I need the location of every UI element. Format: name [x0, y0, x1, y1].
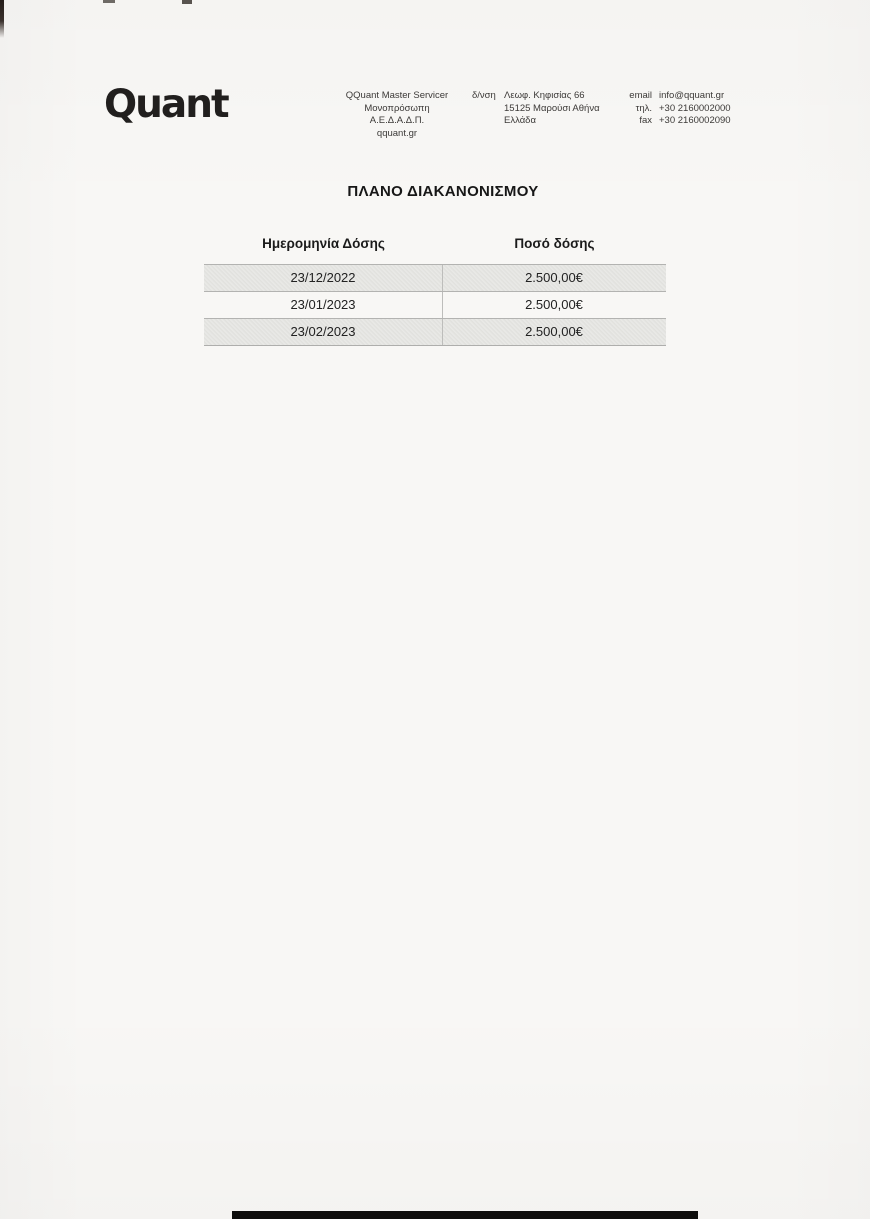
page-title: ΠΛΑΝΟ ΔΙΑΚΑΝΟΝΙΣΜΟΥ: [347, 183, 539, 200]
installment-date: 23/02/2023: [204, 319, 443, 345]
contact-row-fax: [620, 115, 731, 128]
company-line: qquant.gr: [376, 127, 418, 139]
contact-row-email: [620, 90, 731, 103]
fax-value: +30 2160002090: [659, 115, 731, 126]
installment-amount: 2.500,00€: [525, 324, 583, 339]
table-header-row: [204, 236, 666, 251]
installments-table: [204, 264, 666, 346]
installment-date: 23/01/2023: [204, 292, 443, 318]
company-line: Α.Ε.Δ.Α.Δ.Π.: [369, 115, 425, 126]
address-line: Ελλάδα: [504, 115, 536, 126]
scan-artifact-bottom-bar: [232, 1211, 698, 1219]
company-line: Μονοπρόσωπη: [364, 102, 430, 114]
phone-value: +30 2160002000: [659, 102, 731, 114]
column-header-date: Ημερομηνία Δόσης: [262, 236, 385, 251]
installment-amount: 2.500,00€: [525, 297, 583, 312]
address-line: Λεωφ. Κηφισίας 66: [504, 90, 585, 101]
address-line: 15125 Μαρούσι Αθήνα: [504, 102, 600, 114]
installment-date: 23/12/2022: [204, 265, 443, 291]
table-row: [204, 264, 666, 291]
email-label: email: [629, 90, 652, 101]
table-row: [204, 291, 666, 318]
contact-block: [620, 90, 731, 128]
company-line: QQuant Master Servicer: [345, 90, 449, 101]
company-info-block: [338, 90, 456, 140]
scan-artifact-left-edge: [0, 0, 4, 38]
column-header-amount: Ποσό δόσης: [514, 236, 595, 251]
scan-artifact-top-tick-2: [182, 0, 192, 4]
quant-logo: Quant: [104, 82, 228, 127]
scan-artifact-top-tick-1: [103, 0, 115, 3]
fax-label: fax: [639, 115, 652, 126]
address-label: δ/νση: [472, 90, 496, 101]
email-value: info@qquant.gr: [659, 90, 725, 101]
installment-amount: 2.500,00€: [525, 270, 583, 285]
phone-label: τηλ.: [635, 102, 652, 114]
contact-row-phone: [620, 103, 731, 116]
table-row: [204, 318, 666, 345]
address-block: [504, 90, 600, 128]
